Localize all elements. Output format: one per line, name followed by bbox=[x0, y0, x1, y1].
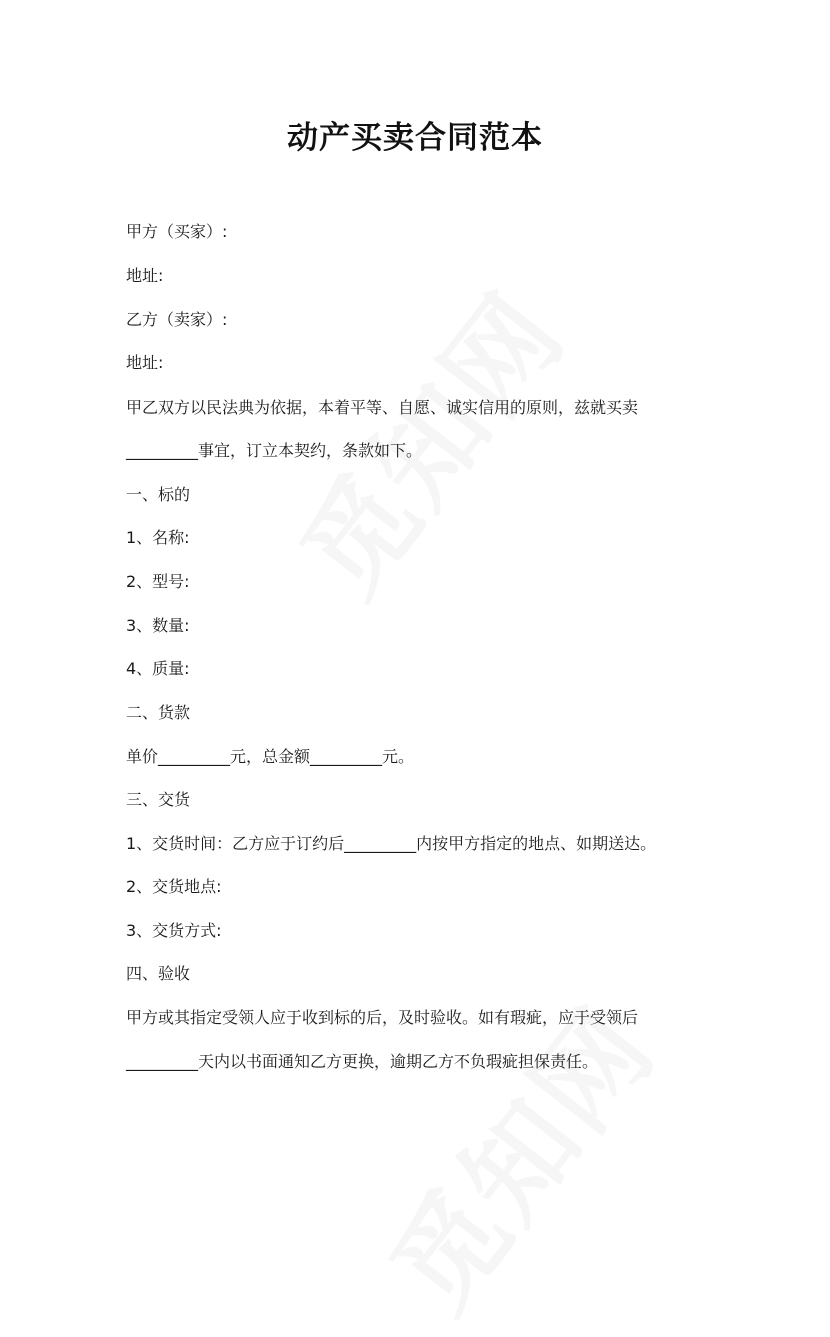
preamble-line-1: 甲乙双方以民法典为依据，本着平等、自愿、诚实信用的原则，兹就买卖 bbox=[126, 398, 639, 417]
subject-name: 1、名称: bbox=[126, 528, 190, 547]
party-a-label: 甲方（买家）: bbox=[126, 222, 228, 241]
party-b-address: 地址: bbox=[126, 353, 164, 372]
payment-terms: 单价_________元，总金额_________元。 bbox=[126, 747, 415, 766]
party-a-address: 地址: bbox=[126, 266, 164, 285]
delivery-time: 1、交货时间：乙方应于订约后_________内按甲方指定的地点、如期送达。 bbox=[126, 834, 657, 853]
section-heading-delivery: 三、交货 bbox=[126, 790, 191, 809]
inspection-line-1: 甲方或其指定受领人应于收到标的后，及时验收。如有瑕疵，应于受领后 bbox=[126, 1008, 639, 1027]
subject-model: 2、型号: bbox=[126, 572, 190, 591]
preamble-line-2: _________事宜，订立本契约，条款如下。 bbox=[126, 441, 423, 460]
section-heading-inspection: 四、验收 bbox=[126, 964, 191, 983]
delivery-method: 3、交货方式: bbox=[126, 921, 222, 940]
subject-quantity: 3、数量: bbox=[126, 616, 190, 635]
party-b-label: 乙方（卖家）: bbox=[126, 310, 228, 329]
document-title: 动产买卖合同范本 bbox=[287, 120, 543, 156]
delivery-place: 2、交货地点: bbox=[126, 877, 222, 896]
section-heading-subject: 一、标的 bbox=[126, 485, 191, 504]
subject-quality: 4、质量: bbox=[126, 659, 190, 678]
section-heading-payment: 二、货款 bbox=[126, 703, 191, 722]
inspection-line-2: _________天内以书面通知乙方更换，逾期乙方不负瑕疵担保责任。 bbox=[126, 1052, 599, 1071]
